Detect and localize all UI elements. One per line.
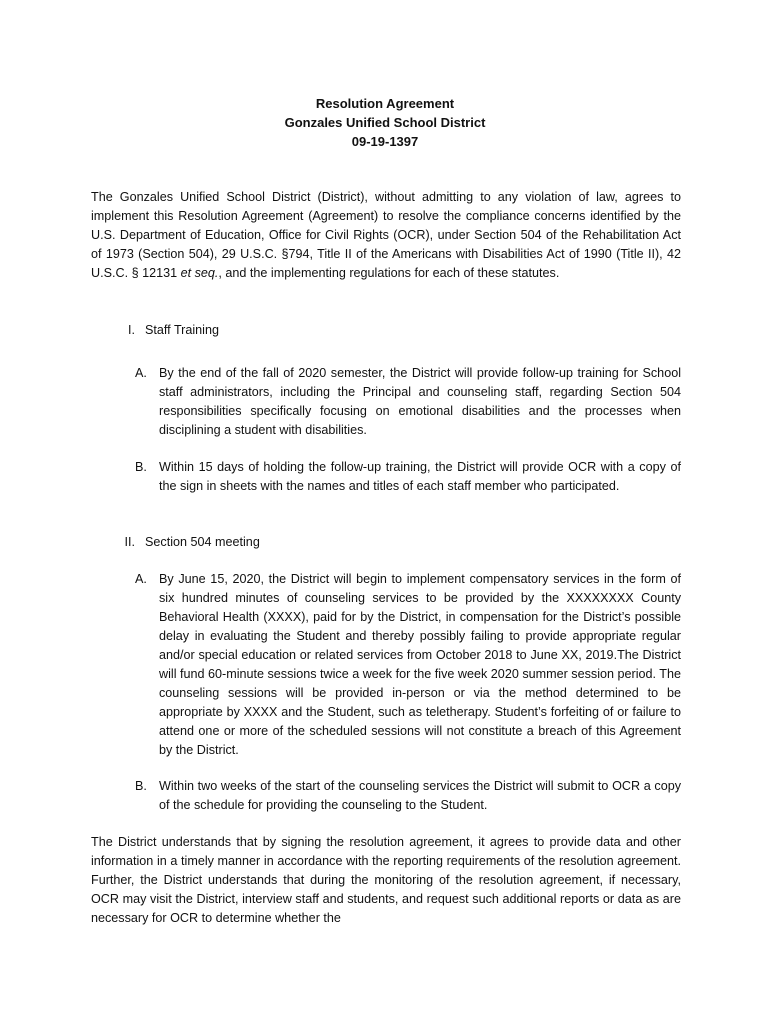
- section-numeral: I.: [128, 323, 135, 337]
- case-number: 09-19-1397: [351, 134, 419, 149]
- item-text: By the end of the fall of 2020 semester, the District will provide follow-up training for School staff administrators, including the Principal and counseling staff, regarding Section 504 responsibilities specifically focusing on emotional disabilities and the processes when disciplining a student with disabilities.: [159, 366, 681, 437]
- item-text: By June 15, 2020, the District will begin to implement compensatory services in the form of six hundred minutes of counseling services to be provided by the XXXXXXXX County Behavioral Health (XXXX), paid for by the District, in compensation for the District’s possible delay in evaluating the Student and thereby possibly failing to provide appropriate regular and/or special education or related services from October 2018 to June XX, 2019.The District will fund 60-minute sessions twice a week for the five week 2020 summer session period. The counseling sessions will be provided in-person or via the method determined to be appropriate by XXXX and the Student, such as teletherapy. Student’s forfeiting of or failure to attend one or more of the scheduled sessions will not constitute a breach of this Agreement by the District.: [159, 572, 681, 757]
- intro-text-part1: The Gonzales Unified School District (District), without admitting to any violation of law, agrees to implement this Resolution Agreement (Agreement) to resolve the compliance concerns identified by the U.S. Department of Education, Office for Civil Rights (OCR), under Section 504 of the Rehabilitation Act of 1973 (Section 504), 29 U.S.C. §794, Title II of the Americans with Disabilities Act of 1990 (Title II), 42 U.S.C. § 12131: [91, 190, 681, 280]
- section-title: Staff Training: [145, 323, 219, 337]
- list-item-2b: [135, 777, 681, 815]
- item-letter: A.: [135, 572, 147, 586]
- item-text: Within 15 days of holding the follow-up training, the District will provide OCR with a copy of the sign in sheets with the names and titles of each staff member who participated.: [159, 460, 681, 493]
- document-header: [0, 94, 770, 151]
- item-text: Within two weeks of the start of the counseling services the District will submit to OCR a copy of the schedule for providing the counseling to the Student.: [159, 779, 681, 812]
- section-numeral: II.: [124, 535, 135, 549]
- list-item-1a: [135, 364, 681, 440]
- district-name: Gonzales Unified School District: [284, 115, 486, 130]
- item-letter: B.: [135, 460, 147, 474]
- intro-italic-term: et seq.: [180, 266, 219, 280]
- document-title: Resolution Agreement: [315, 96, 455, 111]
- intro-paragraph: [91, 188, 681, 283]
- item-letter: B.: [135, 779, 147, 793]
- intro-text-part2: , and the implementing regulations for each of these statutes.: [218, 266, 560, 280]
- list-item-2a: [135, 570, 681, 760]
- closing-paragraph: The District understands that by signing the resolution agreement, it agrees to provide data and other information in a timely manner in accordance with the reporting requirements of the resolution agreement. Further, the District understands that during the monitoring of the resolution agreement, if necessary, OCR may visit the District, interview staff and students, and request such additional reports or data as are necessary for OCR to determine whether the: [91, 835, 681, 925]
- section-title: Section 504 meeting: [145, 535, 260, 549]
- section-heading-staff-training: [91, 321, 681, 340]
- list-item-1b: [135, 458, 681, 496]
- section-heading-504-meeting: [91, 533, 681, 552]
- item-letter: A.: [135, 366, 147, 380]
